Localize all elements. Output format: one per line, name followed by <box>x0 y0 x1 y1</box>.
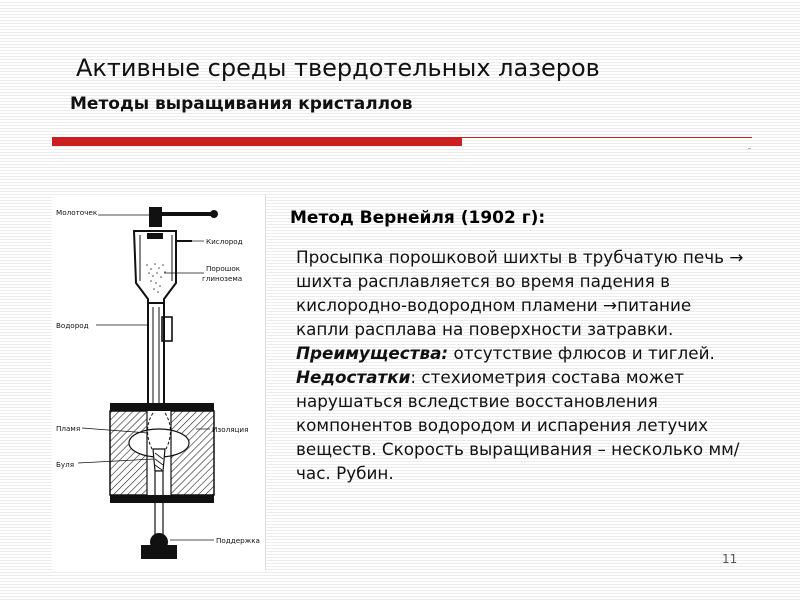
decorative-tick <box>748 148 751 149</box>
label-alumina: глинозема <box>202 274 243 283</box>
description-main: Просыпка порошковой шихты в трубчатую печь → шихта расплавляется во время падения в кислородно-водородном пламени →питание капли расплава на поверхности затравки. <box>296 247 744 339</box>
label-hydrogen: Водород <box>56 321 89 330</box>
slide-subtitle: Методы выращивания кристаллов <box>70 94 413 114</box>
verneuil-apparatus-diagram <box>52 195 266 570</box>
label-oxygen: Кислород <box>206 237 243 246</box>
method-description <box>296 245 746 485</box>
title-accent-bar <box>52 137 462 146</box>
label-insulation: Изоляция <box>212 425 249 434</box>
disadvantages-label: Недостатки <box>296 367 411 387</box>
advantages-text: отсутствие флюсов и тиглей. <box>448 343 715 363</box>
furnace-top-plate <box>110 403 214 411</box>
label-powder: Порошок <box>206 264 241 273</box>
powder-hopper <box>134 231 176 303</box>
label-boule: Буля <box>56 460 75 469</box>
hammer-assembly <box>149 207 218 227</box>
furnace-bottom-plate <box>110 495 214 503</box>
slide-title: Активные среды твердотельных лазеров <box>76 54 600 82</box>
support-rod <box>155 471 163 537</box>
label-hammer: Молоточек <box>56 208 98 217</box>
page-number: 11 <box>722 552 738 566</box>
method-heading: Метод Вернейля (1902 г): <box>290 208 546 228</box>
support-base <box>141 533 177 559</box>
label-flame: Пламя <box>56 424 81 433</box>
label-support: Поддержка <box>216 536 260 545</box>
title-accent-line <box>462 137 752 138</box>
disadvantages-text: : стехиометрия состава может нарушаться вследствие восстановления компонентов водородом и испарения летучих веществ. Скорость выращивания – несколько мм/час. Рубин. <box>296 367 740 483</box>
apparatus-svg <box>52 195 265 570</box>
advantages-label: Преимущества: <box>296 343 449 363</box>
